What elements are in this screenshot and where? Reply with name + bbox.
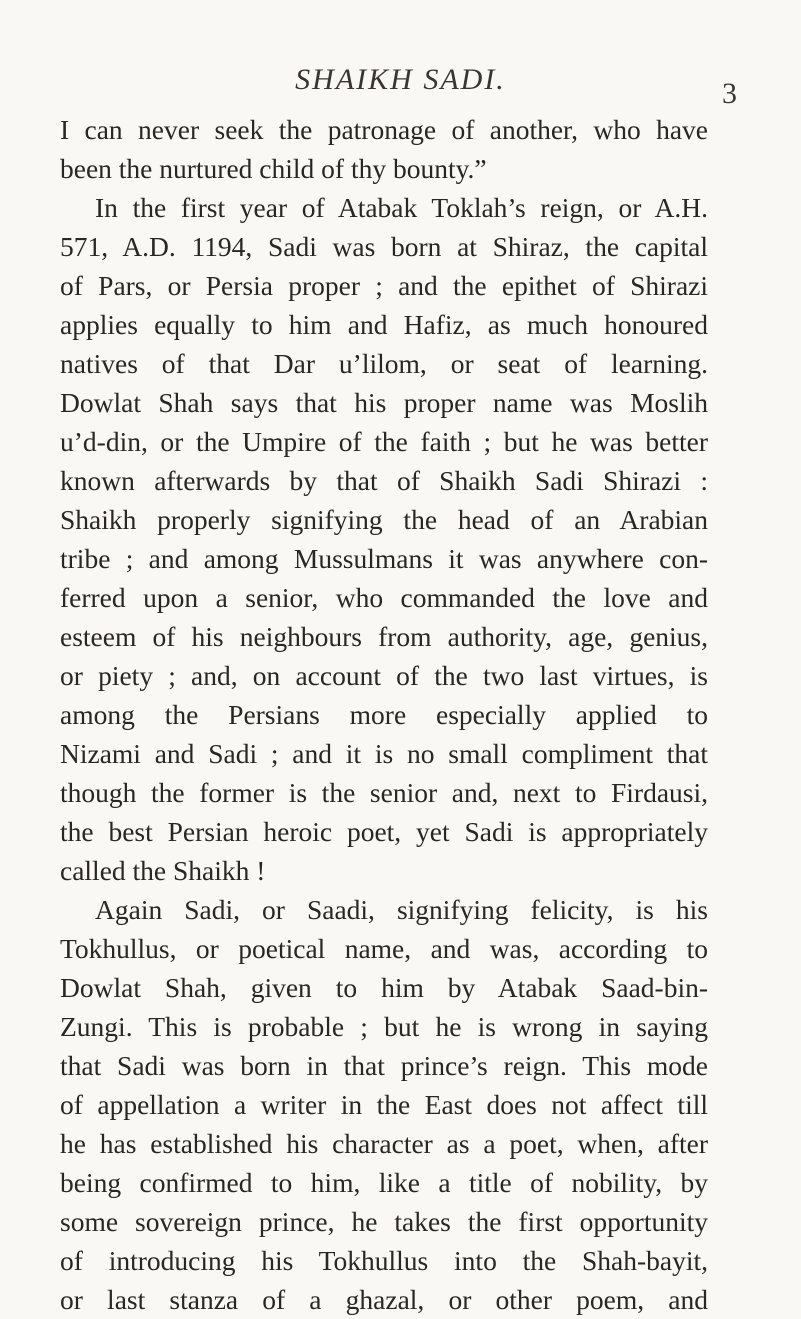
text-line: Nizami and Sadi ; and it is no small compliment that	[60, 738, 708, 769]
text-line: of appellation a writer in the East does not affect till	[60, 1089, 708, 1120]
text-line: of Pars, or Persia proper ; and the epithet of Shirazi	[60, 270, 708, 301]
paragraph-start-line: Again Sadi, or Saadi, signifying felicity, is his	[95, 894, 708, 925]
text-line: the best Persian heroic poet, yet Sadi is appropriately	[60, 816, 708, 847]
text-line: some sovereign prince, he takes the first opportunity	[60, 1206, 708, 1237]
text-line: that Sadi was born in that prince’s reign. This mode	[60, 1050, 708, 1081]
text-line: natives of that Dar u’lilom, or seat of learning.	[60, 348, 708, 379]
page-header	[0, 62, 801, 110]
page-number: 3	[722, 77, 737, 110]
text-line: u’d-din, or the Umpire of the faith ; but he was better	[60, 426, 708, 457]
text-line: applies equally to him and Hafiz, as much honoured	[60, 309, 708, 340]
text-line: Tokhullus, or poetical name, and was, according to	[60, 933, 708, 964]
text-line: Shaikh properly signifying the head of an Arabian	[60, 504, 708, 535]
body-text	[60, 110, 708, 1319]
text-line: I can never seek the patronage of another, who have	[60, 114, 708, 145]
text-line: Dowlat Shah, given to him by Atabak Saad-bin-	[60, 972, 708, 1003]
text-line: 571, A.D. 1194, Sadi was born at Shiraz, the capital	[60, 231, 708, 262]
text-line: ferred upon a senior, who commanded the love and	[60, 582, 708, 613]
running-title: SHAIKH SADI.	[295, 63, 506, 96]
text-line: known afterwards by that of Shaikh Sadi Shirazi :	[60, 465, 708, 496]
paragraph-start-line: In the first year of Atabak Toklah’s reign, or A.H.	[95, 192, 708, 223]
text-line: or last stanza of a ghazal, or other poem, and	[60, 1284, 708, 1315]
text-line: called the Shaikh !	[60, 855, 266, 886]
text-line: esteem of his neighbours from authority, age, genius,	[60, 621, 708, 652]
text-line: among the Persians more especially applied to	[60, 699, 708, 730]
text-line: though the former is the senior and, next to Firdausi,	[60, 777, 708, 808]
text-line: tribe ; and among Mussulmans it was anywhere con-	[60, 543, 708, 574]
text-line: being confirmed to him, like a title of nobility, by	[60, 1167, 708, 1198]
text-line: been the nurtured child of thy bounty.”	[60, 153, 487, 184]
text-line: Zungi. This is probable ; but he is wrong in saying	[60, 1011, 708, 1042]
text-line: he has established his character as a poet, when, after	[60, 1128, 708, 1159]
text-line: Dowlat Shah says that his proper name was Moslih	[60, 387, 708, 418]
text-line: of introducing his Tokhullus into the Shah-bayit,	[60, 1245, 708, 1276]
text-line: or piety ; and, on account of the two last virtues, is	[60, 660, 708, 691]
